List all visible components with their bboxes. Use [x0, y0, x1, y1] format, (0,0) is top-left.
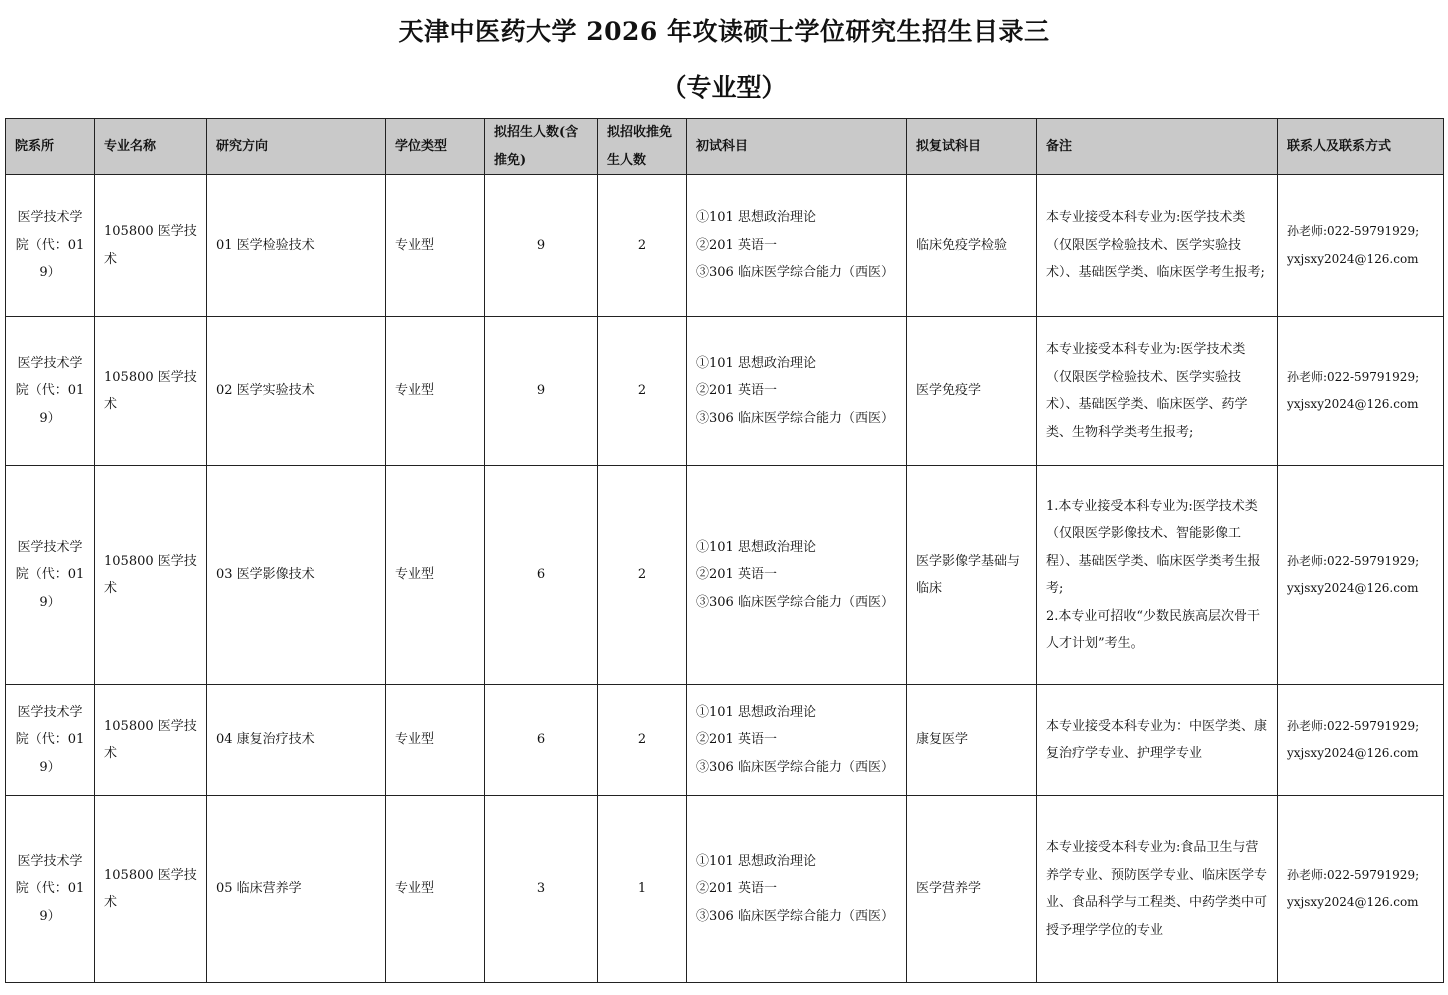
note-text: 本专业接受本科专业为:医学技术类（仅限医学检验技术、医学实验技术）、基础医学类、临床医学考生报考; [1046, 210, 1265, 281]
exam-subject: ②201 英语一 [696, 881, 777, 897]
cell-retest-subject: 临床免疫学检验 [907, 175, 1037, 317]
exam-subject: ③306 临床医学综合能力（西医） [696, 410, 894, 426]
contact-phone: 孙老师:022-59791929; [1287, 867, 1420, 882]
cell-department: 医学技术学院（代：019） [6, 317, 95, 466]
cell-major: 105800 医学技术 [95, 685, 207, 796]
note-text: 1.本专业接受本科专业为:医学技术类（仅限医学影像技术、智能影像工程）、基础医学类、临床医学类考生报考; [1046, 498, 1261, 596]
page-subtitle: （专业型） [661, 73, 787, 102]
header-retest-subjects: 拟复试科目 [907, 119, 1037, 175]
cell-exempt-quota: 2 [598, 466, 687, 685]
contact-phone: 孙老师:022-59791929; [1287, 224, 1420, 238]
exam-subject: ①101 思想政治理论 [696, 853, 816, 869]
note-text: 本专业接受本科专业为:食品卫生与营养学专业、预防医学专业、临床医学专业、食品科学与工程类、中药学类中可授予理学学位的专业 [1046, 840, 1268, 938]
cell-notes [1037, 796, 1278, 983]
exam-subject: ②201 英语一 [696, 237, 777, 253]
page-title: 天津中医药大学 2026 年攻读硕士学位研究生招生目录三 [398, 17, 1050, 46]
exam-subject: ②201 英语一 [696, 383, 777, 399]
exam-subject: ③306 临床医学综合能力（西医） [696, 265, 894, 281]
cell-degree-type: 专业型 [386, 685, 485, 796]
exam-subject: ①101 思想政治理论 [696, 210, 816, 226]
cell-exam-subjects [687, 317, 907, 466]
contact-email: yxjsxy2024@126.com [1287, 746, 1419, 760]
cell-major: 105800 医学技术 [95, 175, 207, 317]
cell-quota: 6 [485, 685, 598, 796]
table-header-row [6, 119, 1444, 175]
cell-contact [1278, 317, 1444, 466]
note-text: 本专业接受本科专业为：中医学类、康复治疗学专业、护理学专业 [1046, 718, 1268, 761]
contact-email: yxjsxy2024@126.com [1287, 251, 1419, 266]
cell-degree-type: 专业型 [386, 317, 485, 466]
note-text: 2.本专业可招收“少数民族高层次骨干人才计划”考生。 [1046, 608, 1261, 651]
cell-direction: 03 医学影像技术 [207, 466, 386, 685]
cell-notes [1037, 175, 1278, 317]
cell-contact [1278, 466, 1444, 685]
cell-department: 医学技术学院（代：019） [6, 796, 95, 983]
cell-major: 105800 医学技术 [95, 466, 207, 685]
cell-contact [1278, 685, 1444, 796]
cell-notes [1037, 685, 1278, 796]
table-row [6, 466, 1444, 685]
exam-subject: ③306 临床医学综合能力（西医） [696, 908, 894, 924]
cell-degree-type: 专业型 [386, 466, 485, 685]
cell-retest-subject: 医学影像学基础与临床 [907, 466, 1037, 685]
exam-subject: ①101 思想政治理论 [696, 355, 816, 371]
admission-catalog-table [5, 118, 1444, 983]
cell-exempt-quota: 2 [598, 175, 687, 317]
contact-phone: 孙老师:022-59791929; [1287, 718, 1420, 733]
table-row [6, 317, 1444, 466]
cell-degree-type: 专业型 [386, 796, 485, 983]
cell-direction: 01 医学检验技术 [207, 175, 386, 317]
cell-quota: 3 [485, 796, 598, 983]
cell-quota: 6 [485, 466, 598, 685]
contact-email: yxjsxy2024@126.com [1287, 397, 1419, 411]
header-direction: 研究方向 [207, 119, 386, 175]
header-quota: 拟招生人数(含推免) [485, 119, 598, 175]
table-row [6, 796, 1444, 983]
exam-subject: ①101 思想政治理论 [696, 704, 816, 720]
contact-email: yxjsxy2024@126.com [1287, 581, 1419, 595]
cell-quota: 9 [485, 317, 598, 466]
cell-exam-subjects [687, 466, 907, 685]
cell-retest-subject: 医学免疫学 [907, 317, 1037, 466]
cell-notes [1037, 466, 1278, 685]
cell-direction: 05 临床营养学 [207, 796, 386, 983]
exam-subject: ②201 英语一 [696, 732, 777, 748]
contact-phone: 孙老师:022-59791929; [1287, 553, 1420, 568]
cell-quota: 9 [485, 175, 598, 317]
cell-exam-subjects [687, 685, 907, 796]
exam-subject: ③306 临床医学综合能力（西医） [696, 594, 894, 610]
exam-subject: ①101 思想政治理论 [696, 539, 816, 555]
cell-exempt-quota: 1 [598, 796, 687, 983]
cell-department: 医学技术学院（代：019） [6, 685, 95, 796]
note-text: 本专业接受本科专业为:医学技术类（仅限医学检验技术、医学实验技术）、基础医学类、临床医学、药学类、生物科学类考生报考; [1046, 342, 1248, 440]
contact-phone: 孙老师:022-59791929; [1287, 369, 1420, 384]
cell-degree-type: 专业型 [386, 175, 485, 317]
cell-notes [1037, 317, 1278, 466]
cell-major: 105800 医学技术 [95, 796, 207, 983]
exam-subject: ③306 临床医学综合能力（西医） [696, 759, 894, 775]
cell-direction: 04 康复治疗技术 [207, 685, 386, 796]
table-row [6, 175, 1444, 317]
cell-retest-subject: 医学营养学 [907, 796, 1037, 983]
cell-department: 医学技术学院（代：019） [6, 466, 95, 685]
cell-exempt-quota: 2 [598, 685, 687, 796]
cell-exempt-quota: 2 [598, 317, 687, 466]
table-row [6, 685, 1444, 796]
cell-retest-subject: 康复医学 [907, 685, 1037, 796]
header-exam-subjects: 初试科目 [687, 119, 907, 175]
header-contact: 联系人及联系方式 [1278, 119, 1444, 175]
header-major: 专业名称 [95, 119, 207, 175]
exam-subject: ②201 英语一 [696, 567, 777, 583]
cell-department: 医学技术学院（代：019） [6, 175, 95, 317]
header-notes: 备注 [1037, 119, 1278, 175]
cell-contact [1278, 175, 1444, 317]
header-exempt-quota: 拟招收推免生人数 [598, 119, 687, 175]
cell-direction: 02 医学实验技术 [207, 317, 386, 466]
cell-exam-subjects [687, 175, 907, 317]
header-department: 院系所 [6, 119, 95, 175]
header-degree-type: 学位类型 [386, 119, 485, 175]
cell-exam-subjects [687, 796, 907, 983]
cell-contact [1278, 796, 1444, 983]
contact-email: yxjsxy2024@126.com [1287, 895, 1419, 909]
cell-major: 105800 医学技术 [95, 317, 207, 466]
